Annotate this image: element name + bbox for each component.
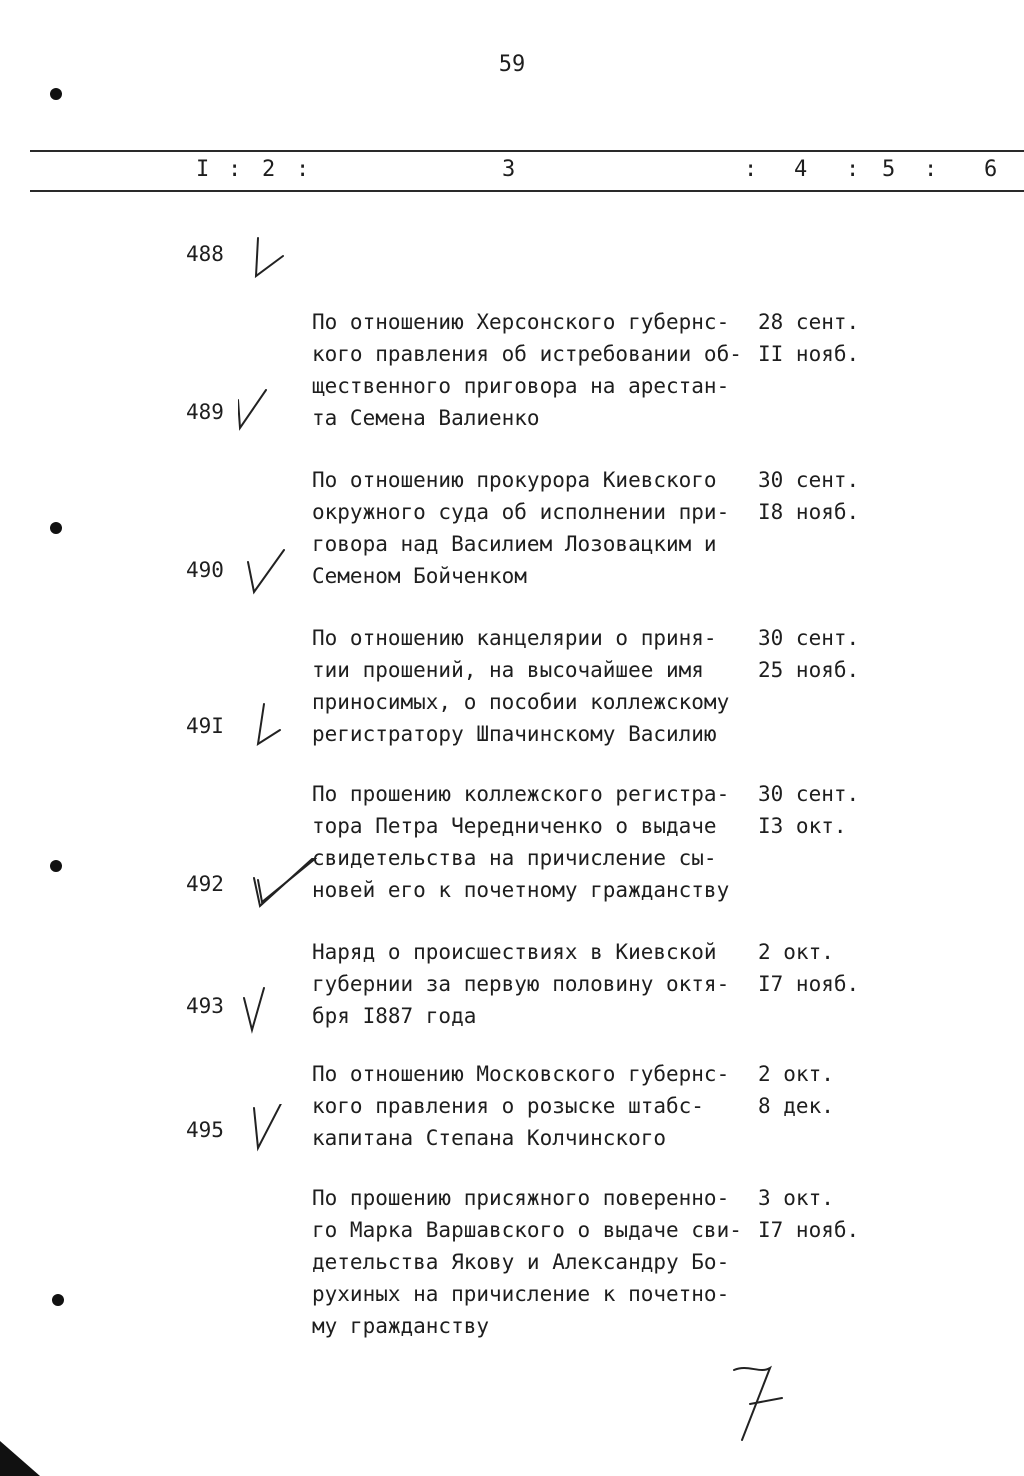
col-sep-2: : [296, 157, 310, 182]
entry-dates: 30 сент. I8 нояб. [758, 468, 860, 524]
col-sep-1: : [228, 157, 242, 182]
punch-hole [50, 860, 62, 872]
col-5-label: 5 [882, 157, 896, 182]
entry-number: 493 [186, 994, 224, 1018]
scan-corner-shadow [0, 1441, 40, 1476]
entry-dates: 30 сент. I3 окт. [758, 782, 860, 838]
punch-hole [52, 1294, 64, 1306]
entry-description: Наряд о происшествиях в Киевской губернии за первую половину октя- бря I887 года [312, 940, 730, 1028]
entry-dates: 3 окт. I7 нояб. [758, 1186, 860, 1242]
entry-number: 489 [186, 400, 224, 424]
punch-hole [50, 522, 62, 534]
header-bottom-rule [30, 190, 1024, 192]
entry-number: 49I [186, 714, 224, 738]
entry-dates: 28 сент. II нояб. [758, 310, 860, 366]
column-header-row [0, 157, 1024, 187]
entry-description: По отношению Московского губернс- кого правления о розыске штабс- капитана Степана Колчинского [312, 1062, 730, 1150]
entry-dates: 30 сент. 25 нояб. [758, 626, 860, 682]
entry-description: По отношению канцелярии о приня- тии прошений, на высочайшее имя приносимых, о пособии коллежскому регистратору Шпачинскому Василию [312, 626, 730, 746]
entry-description: По прошению коллежского регистра- тора Петра Чередниченко о выдаче свидетельства на причисление сы- новей его к почетному гражданству [312, 782, 730, 902]
entry-number: 488 [186, 242, 224, 266]
entry-description: По отношению прокурора Киевского окружного суда об исполнении при- говора над Василием Лозовацким и Семеном Бойченком [312, 468, 730, 588]
col-1-label: I [196, 157, 210, 182]
entry-number: 492 [186, 872, 224, 896]
col-4-label: 4 [794, 157, 808, 182]
header-top-rule [30, 150, 1024, 152]
col-sep-5: : [924, 157, 938, 182]
col-2-label: 2 [262, 157, 276, 182]
entry-number: 495 [186, 1118, 224, 1142]
punch-hole [50, 88, 62, 100]
col-3-label: 3 [502, 157, 516, 182]
folio-number-mark [720, 1360, 800, 1450]
page-number: 59 [498, 52, 526, 77]
col-6-label: 6 [984, 157, 998, 182]
col-sep-4: : [846, 157, 860, 182]
entry-dates: 2 окт. 8 дек. [758, 1062, 834, 1118]
entry-number: 490 [186, 558, 224, 582]
col-sep-3: : [744, 157, 758, 182]
entry-description: По отношению Херсонского губернс- кого правления об истребовании об- щественного приговора на арестан- та Семена Валиенко [312, 310, 742, 430]
entry-dates: 2 окт. I7 нояб. [758, 940, 860, 996]
entry-description: По прошению присяжного поверенно- го Марка Варшавского о выдаче сви- детельства Якову и Александру Бо- рухиных на причисление к почетно- му гражданству [312, 1186, 742, 1338]
